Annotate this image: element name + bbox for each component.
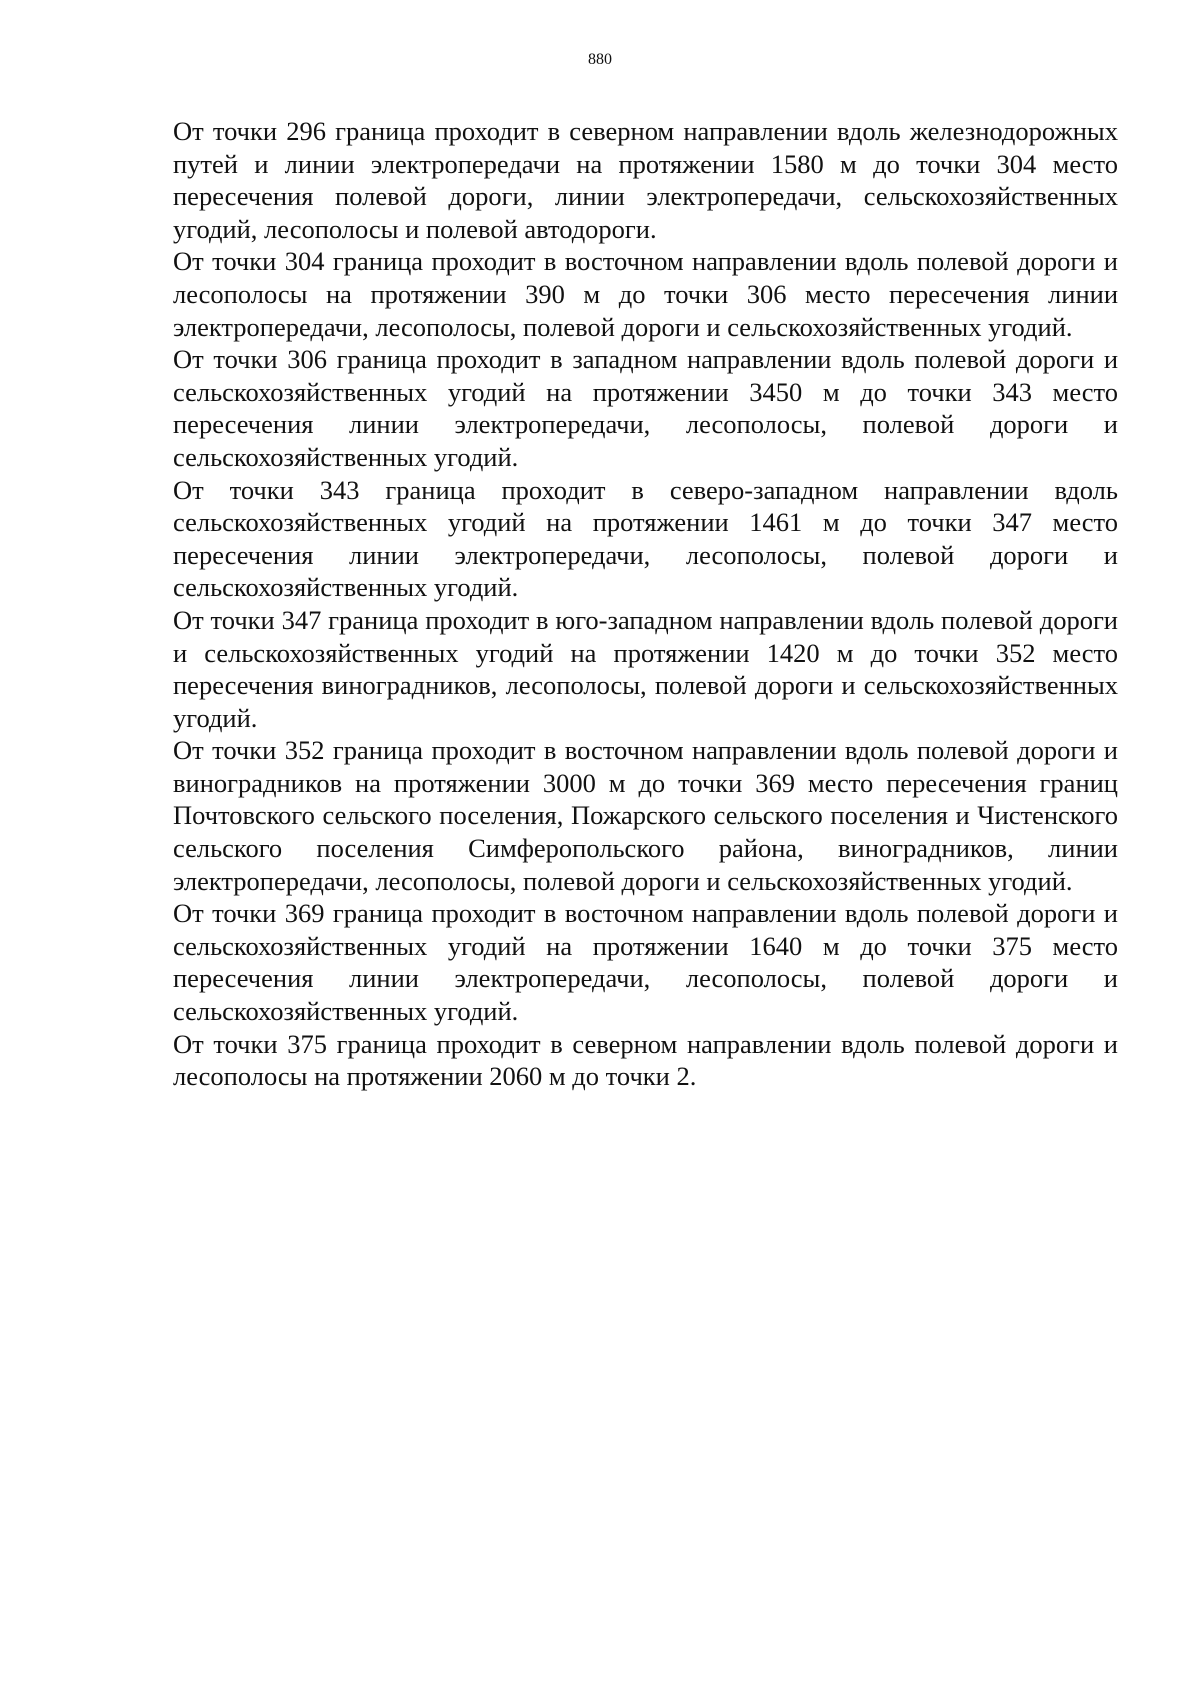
paragraph-point-352: От точки 352 граница проходит в восточном направлении вдоль полевой дороги и виноградников на протяжении 3000 м до точки 369 место пересечения границ Почтовского сельского поселения, Пожарского сельского поселения и Чистенского сельского поселения Симферопольского района, виноградников, линии электропередачи, лесополосы, полевой дороги и сельскохозяйственных угодий.	[173, 735, 1118, 896]
paragraph-point-375: От точки 375 граница проходит в северном направлении вдоль полевой дороги и лесополосы на протяжении 2060 м до точки 2.	[173, 1028, 1118, 1092]
paragraph-point-306: От точки 306 граница проходит в западном направлении вдоль полевой дороги и сельскохозяйственных угодий на протяжении 3450 м до точки 343 место пересечения линии электропередачи, лесополосы, полевой дороги и сельскохозяйственных угодий.	[173, 344, 1118, 472]
paragraph-point-296: От точки 296 граница проходит в северном направлении вдоль железнодорожных путей и линии электропередачи на протяжении 1580 м до точки 304 место пересечения полевой дороги, линии электропередачи, сельскохозяйственных угодий, лесополосы и полевой автодороги.	[173, 116, 1118, 244]
paragraph-point-304: От точки 304 граница проходит в восточном направлении вдоль полевой дороги и лесополосы на протяжении 390 м до точки 306 место пересечения линии электропередачи, лесополосы, полевой дороги и сельскохозяйственных угодий.	[173, 246, 1118, 342]
paragraph-point-347: От точки 347 граница проходит в юго-западном направлении вдоль полевой дороги и сельскохозяйственных угодий на протяжении 1420 м до точки 352 место пересечения виноградников, лесополосы, полевой дороги и сельскохозяйственных угодий.	[173, 604, 1118, 733]
paragraph-point-369: От точки 369 граница проходит в восточном направлении вдоль полевой дороги и сельскохозяйственных угодий на протяжении 1640 м до точки 375 место пересечения линии электропередачи, лесополосы, полевой дороги и сельскохозяйственных угодий.	[173, 898, 1118, 1027]
paragraph-point-343: От точки 343 граница проходит в северо-западном направлении вдоль сельскохозяйственных угодий на протяжении 1461 м до точки 347 место пересечения линии электропередачи, лесополосы, полевой дороги и сельскохозяйственных угодий.	[173, 474, 1118, 603]
page-number: 880	[588, 51, 612, 68]
document-body	[173, 115, 1118, 1093]
